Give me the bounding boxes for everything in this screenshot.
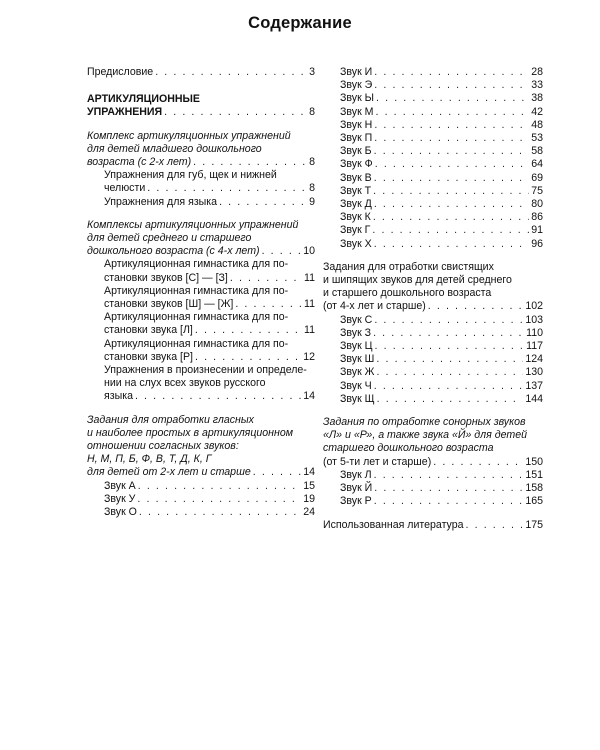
page-title: Содержание [248, 14, 352, 32]
toc-sound-entry: Звук Ж . . . 130 [323, 366, 543, 379]
toc-sound-entry: Звук Й . . . 158 [323, 482, 543, 495]
toc-sound-entry: Звук А . . . 15 [87, 480, 315, 493]
toc-item-tongue: Упражнения для языка . . . 9 [87, 196, 315, 209]
toc-entry-literature: Использованная литература . . . 175 [323, 519, 543, 532]
toc-sound-entry: Звук Л . . . 151 [323, 469, 543, 482]
toc-item-sh-zh: Артикуляционная гимнастика для по- становки звуков [Ш] — [Ж] . . . 11 [87, 285, 315, 311]
entry-text: Предисловие [87, 66, 154, 78]
toc-entry-preface [87, 66, 315, 79]
entry-page: 3 [309, 66, 315, 78]
toc-sound-entry: Звук Ц . . . 117 [323, 340, 543, 353]
toc-sound-entry: Звук Ш . . . 124 [323, 353, 543, 366]
toc-section-articulation: АРТИКУЛЯЦИОННЫЕ УПРАЖНЕНИЯ . . . 8 [87, 93, 315, 119]
toc-sound-entry: Звук К . . . 86 [323, 211, 543, 224]
toc-complex-older: Комплексы артикуляционных упражнений для детей среднего и старшего дошкольного возраста (с 4-х лет) . . . 10 [87, 219, 315, 259]
toc-sound-entry: Звук Д . . . 80 [323, 198, 543, 211]
toc-sound-entry: Звук Т . . . 75 [323, 185, 543, 198]
toc-vowels-section: Задания для отработки гласных и наиболее простых в артикуляционном отношении согласных звуков: Н, М, П, Б, Ф, В, Т, Д, К, Г для детей от 2-х лет и старше . . . 14 [87, 414, 315, 480]
toc-sonorant-section: Задания по отработке сонорных звуков «Л» и «Р», а также звука «Й» для детей старшего дошкольного возраста (от 5-ти лет и старше) . . . 150 [323, 416, 543, 469]
toc-sound-entry: Звук Э . . . 33 [323, 79, 543, 92]
toc-sound-entry: Звук Щ . . . 144 [323, 393, 543, 406]
toc-item-lips: Упражнения для губ, щек и нижней челюсти . . . 8 [87, 169, 315, 195]
toc-right-column [323, 66, 543, 532]
toc-item-s-z: Артикуляционная гимнастика для по- становки звуков [С] — [З] . . . 11 [87, 258, 315, 284]
toc-sound-entry: Звук З . . . 110 [323, 327, 543, 340]
toc-item-r: Артикуляционная гимнастика для по- становки звука [Р] . . . 12 [87, 338, 315, 364]
toc-sound-entry: Звук О . . . 24 [87, 506, 315, 519]
toc-sound-entry: Звук М . . . 42 [323, 106, 543, 119]
toc-sound-entry: Звук Р . . . 165 [323, 495, 543, 508]
toc-sound-entry: Звук Б . . . 58 [323, 145, 543, 158]
toc-sound-entry: Звук Ы . . . 38 [323, 92, 543, 105]
toc-sound-entry: Звук Г . . . 91 [323, 224, 543, 237]
toc-sound-entry: Звук Ч . . . 137 [323, 380, 543, 393]
toc-sound-entry: Звук В . . . 69 [323, 172, 543, 185]
toc-whistling-section: Задания для отработки свистящих и шипящих звуков для детей среднего и старшего дошкольного возраста (от 4-х лет и старше) . . . 102 [323, 261, 543, 314]
toc-sound-entry: Звук И . . . 28 [323, 66, 543, 79]
toc-sound-entry: Звук Ф . . . 64 [323, 158, 543, 171]
toc-sound-entry: Звук Н . . . 48 [323, 119, 543, 132]
toc-sound-entry: Звук Х . . . 96 [323, 238, 543, 251]
toc-complex-young: Комплекс артикуляционных упражнений для детей младшего дошкольного возраста (с 2-х лет) . . . 8 [87, 130, 315, 170]
toc-sound-entry: Звук С . . . 103 [323, 314, 543, 327]
toc-sound-entry: Звук У . . . 19 [87, 493, 315, 506]
toc-item-l: Артикуляционная гимнастика для по- становки звука [Л] . . . 11 [87, 311, 315, 337]
toc-item-all-sounds: Упражнения в произнесении и определе- нии на слух всех звуков русского языка . . . 14 [87, 364, 315, 404]
toc-left-column [87, 66, 315, 519]
toc-sound-entry: Звук П . . . 53 [323, 132, 543, 145]
